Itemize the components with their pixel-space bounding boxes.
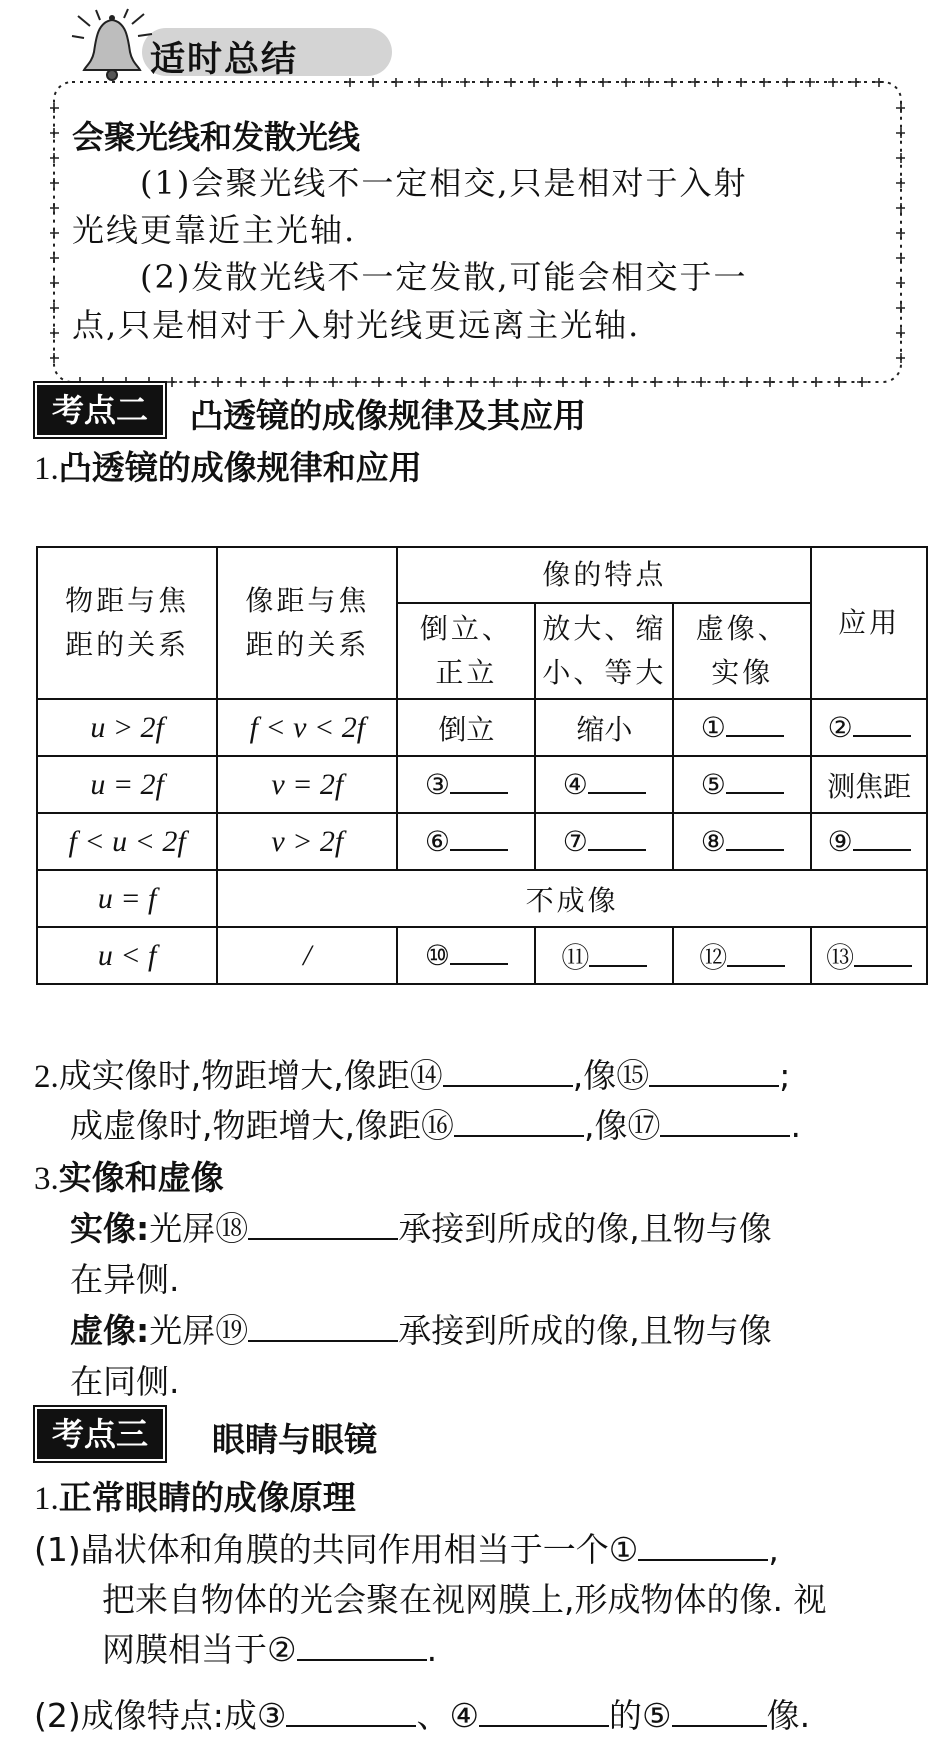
border-cross — [144, 377, 154, 387]
border-cross — [391, 78, 401, 87]
answer-blank[interactable]: ⑫ — [673, 927, 811, 984]
answer-blank[interactable]: ⑤ — [673, 756, 811, 813]
border-cross — [50, 128, 59, 138]
border-cross — [805, 78, 815, 87]
border-cross — [627, 377, 637, 387]
border-cross — [50, 103, 59, 113]
sub-number: 1. — [34, 451, 59, 487]
real-image-line-1: 实像:光屏⑱ 承接到所成的像,且物与像 — [70, 1209, 772, 1248]
border-cross — [581, 377, 591, 387]
border-cross — [896, 278, 905, 288]
answer-blank[interactable] — [638, 1531, 768, 1561]
border-cross — [282, 377, 292, 387]
border-cross — [50, 328, 59, 338]
summary-line-1: (1)会聚光线不一定相交,只是相对于入射 — [72, 164, 748, 202]
border-cross — [690, 78, 700, 87]
border-cross — [506, 78, 516, 87]
border-cross — [896, 178, 905, 188]
answer-blank[interactable] — [443, 1057, 573, 1087]
answer-blank[interactable] — [479, 1697, 609, 1727]
border-cross — [604, 377, 614, 387]
subheading-lens-rules — [34, 442, 422, 489]
header-size: 放大、缩 小、等大 — [535, 603, 673, 699]
border-cross — [896, 203, 905, 213]
answer-blank[interactable] — [297, 1631, 427, 1661]
border-cross — [765, 377, 775, 387]
border-cross — [736, 78, 746, 87]
border-cross — [50, 253, 59, 263]
border-cross — [896, 328, 905, 338]
eye-para-1-line-1: (1)晶状体和角膜的共同作用相当于一个① , — [34, 1530, 779, 1569]
border-cross — [673, 377, 683, 387]
border-cross — [328, 377, 338, 387]
border-cross — [828, 78, 838, 87]
virtual-image-line-1: 虚像:光屏⑲ 承接到所成的像,且物与像 — [70, 1311, 772, 1350]
table-row: u = f 不成像 — [37, 870, 927, 927]
border-cross — [552, 78, 562, 87]
border-cross — [190, 377, 200, 387]
border-cross — [811, 377, 821, 387]
border-cross — [305, 377, 315, 387]
border-cross — [896, 128, 905, 138]
eye-para-1-line-3: 网膜相当于② . — [102, 1630, 438, 1669]
border-cross — [896, 353, 905, 363]
summary-tag — [70, 8, 380, 83]
answer-blank[interactable]: ① — [673, 699, 811, 756]
item-2-line-1: 2.成实像时,物距增大,像距⑭ ,像⑮ ; — [34, 1056, 791, 1095]
answer-blank[interactable]: ② — [811, 699, 927, 756]
border-cross — [374, 377, 384, 387]
border-cross — [50, 303, 59, 313]
answer-blank[interactable]: ③ — [397, 756, 535, 813]
answer-blank[interactable]: ⑧ — [673, 813, 811, 870]
subheading-eye-principle: 1.正常眼睛的成像原理 — [34, 1478, 356, 1517]
summary-line-3: (2)发散光线不一定发散,可能会相交于一 — [72, 258, 748, 296]
lens-rules-table — [36, 546, 928, 985]
border-cross — [896, 228, 905, 238]
border-cross — [529, 78, 539, 87]
header-image-distance: 像距与焦 距的关系 — [217, 547, 397, 699]
bell-icon — [70, 8, 160, 83]
border-cross — [460, 78, 470, 87]
answer-blank[interactable]: ⑥ — [397, 813, 535, 870]
border-cross — [759, 78, 769, 87]
border-cross — [397, 377, 407, 387]
border-cross — [650, 377, 660, 387]
border-cross — [896, 253, 905, 263]
border-cross — [50, 278, 59, 288]
table-row: u < f / ⑩ ⑪ ⑫ ⑬ — [37, 927, 927, 984]
header-image-features: 像的特点 — [397, 547, 811, 603]
header-orientation: 倒立、 正立 — [397, 603, 535, 699]
border-cross — [167, 377, 177, 387]
border-cross — [50, 353, 59, 363]
answer-blank[interactable] — [248, 1210, 398, 1240]
border-cross — [489, 377, 499, 387]
border-cross — [75, 377, 85, 387]
border-cross — [50, 228, 59, 238]
sub-text: 凸透镜的成像规律和应用 — [58, 448, 422, 487]
answer-blank[interactable]: ⑬ — [811, 927, 927, 984]
border-cross — [788, 377, 798, 387]
summary-title: 会聚光线和发散光线 — [72, 118, 361, 156]
border-cross — [50, 153, 59, 163]
border-cross — [535, 377, 545, 387]
summary-line-2: 光线更靠近主光轴. — [72, 211, 357, 249]
answer-blank[interactable] — [649, 1057, 779, 1087]
answer-blank[interactable] — [672, 1697, 767, 1727]
eye-para-2: (2)成像特点:成③ 、④ 的⑤ 像. — [34, 1696, 811, 1735]
border-cross — [259, 377, 269, 387]
header-object-distance: 物距与焦 距的关系 — [37, 547, 217, 699]
border-cross — [213, 377, 223, 387]
section-title-3: 眼睛与眼镜 — [212, 1420, 377, 1459]
header-real-virtual: 虚像、 实像 — [673, 603, 811, 699]
section-badge-2: 考点二 — [40, 388, 160, 432]
real-image-line-2: 在异侧. — [70, 1260, 180, 1299]
answer-blank[interactable]: ⑨ — [811, 813, 927, 870]
border-cross — [50, 178, 59, 188]
table-row: f < u < 2f v > 2f ⑥ ⑦ ⑧ ⑨ — [37, 813, 927, 870]
border-cross — [575, 78, 585, 87]
item-3-heading: 3.实像和虚像 — [34, 1158, 224, 1197]
border-cross — [742, 377, 752, 387]
header-application: 应用 — [811, 547, 927, 699]
section-title-2: 凸透镜的成像规律及其应用 — [190, 396, 586, 435]
border-cross — [834, 377, 844, 387]
virtual-image-line-2: 在同侧. — [70, 1362, 180, 1401]
border-cross — [420, 377, 430, 387]
border-cross — [98, 377, 108, 387]
border-cross — [368, 78, 378, 87]
border-cross — [719, 377, 729, 387]
table-row: u > 2f f < v < 2f 倒立 缩小 ① ② — [37, 699, 927, 756]
border-cross — [598, 78, 608, 87]
border-cross — [466, 377, 476, 387]
summary-line-4: 点,只是相对于入射光线更远离主光轴. — [72, 306, 641, 344]
answer-blank[interactable] — [454, 1107, 584, 1137]
border-cross — [121, 377, 131, 387]
border-cross — [414, 78, 424, 87]
border-cross — [696, 377, 706, 387]
border-cross — [644, 78, 654, 87]
border-cross — [874, 78, 884, 87]
answer-blank[interactable] — [248, 1312, 398, 1342]
border-cross — [857, 377, 867, 387]
border-cross — [437, 78, 447, 87]
border-cross — [667, 78, 677, 87]
answer-blank[interactable] — [286, 1697, 416, 1727]
border-cross — [896, 103, 905, 113]
border-cross — [782, 78, 792, 87]
answer-blank[interactable]: ⑪ — [535, 927, 673, 984]
border-cross — [621, 78, 631, 87]
tag-label: 适时总结 — [150, 40, 299, 80]
answer-blank[interactable]: ④ — [535, 756, 673, 813]
border-cross — [851, 78, 861, 87]
border-cross — [713, 78, 723, 87]
border-cross — [896, 153, 905, 163]
answer-blank[interactable]: ⑦ — [535, 813, 673, 870]
border-cross — [443, 377, 453, 387]
answer-blank[interactable]: ⑩ — [397, 927, 535, 984]
border-cross — [345, 78, 355, 87]
border-cross — [512, 377, 522, 387]
border-cross — [351, 377, 361, 387]
border-cross — [236, 377, 246, 387]
item-2-line-2: 成虚像时,物距增大,像距⑯ ,像⑰ . — [70, 1106, 801, 1145]
answer-blank[interactable] — [660, 1107, 790, 1137]
table-row: u = 2f v = 2f ③ ④ ⑤ 测焦距 — [37, 756, 927, 813]
eye-para-1-line-2: 把来自物体的光会聚在视网膜上,形成物体的像. 视 — [102, 1580, 827, 1619]
border-cross — [50, 203, 59, 213]
border-cross — [896, 303, 905, 313]
section-badge-3: 考点三 — [40, 1412, 160, 1456]
border-cross — [558, 377, 568, 387]
border-cross — [483, 78, 493, 87]
